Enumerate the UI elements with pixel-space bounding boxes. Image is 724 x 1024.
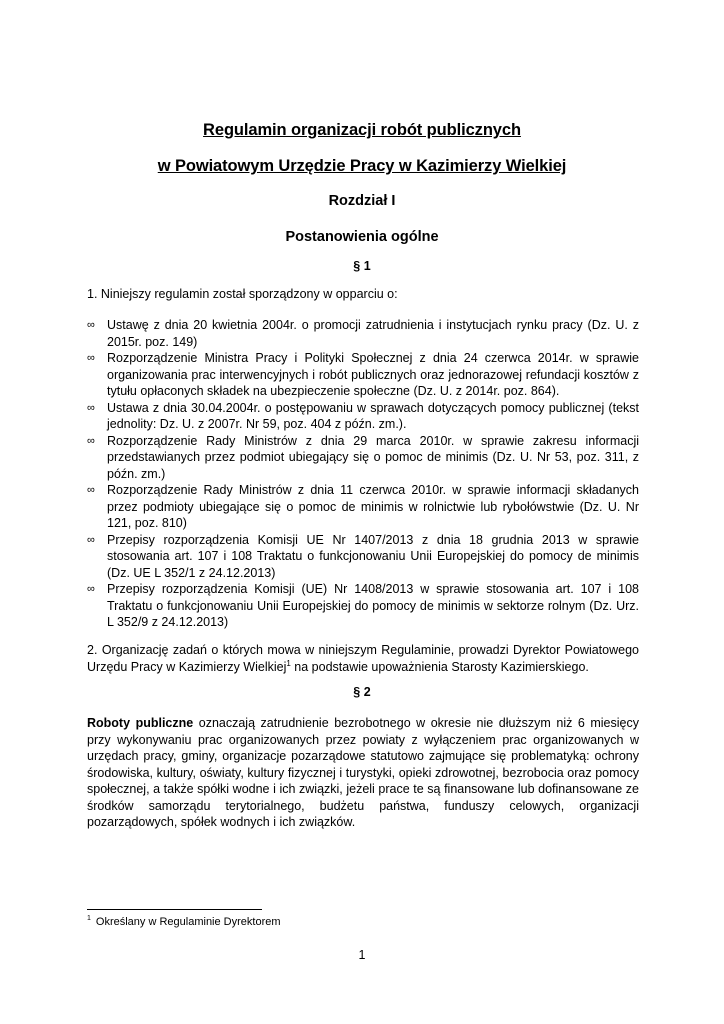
bullet-icon: ∞ <box>87 533 95 546</box>
chapter-title: Postanowienia ogólne <box>285 229 439 245</box>
paragraph-3-text: oznaczają zatrudnienie bezrobotnego w okresie nie dłuższym niż 6 miesięcy przy wykonywaniu prac organizowanych przez powiaty z wyłączeniem prac organizowanych w urzędach pracy, gminy, organizacje pozarządowe statutowo zajmujące się problematyką: ochrony środowiska, kultury, oświaty, kultury fizycznej i turystyki, opieki zdrowotnej, bezrobocia oraz pomocy społecznej, a także spółki wodne i ich związki, jeżeli prace te są finansowane lub dofinansowane ze środków samorządu terytorialnego, budżetu państwa, funduszy celowych, organizacji pozarządowych, spółek wodnych i ich związków. <box>87 716 639 829</box>
list-item-text: Rozporządzenie Rady Ministrów z dnia 29 marca 2010r. w sprawie zakresu informacji przedstawianych przez podmiot ubiegający się o pomoc de minimis (Dz. U. Nr 53, poz. 311, z późn. zm.) <box>107 433 639 481</box>
section-2-heading: § 2 <box>353 685 371 699</box>
list-item-text: Rozporządzenie Ministra Pracy i Polityki Społecznej z dnia 24 czerwca 2014r. w sprawie organizowania prac interwencyjnych i robót publicznych oraz jednorazowej refundacji kosztów z tytułu opłaconych składek na ubezpieczenie społeczne (Dz. U. z 2014r. poz. 864). <box>107 351 639 398</box>
page-number: 1 <box>358 948 366 962</box>
list-item <box>87 482 639 532</box>
intro-paragraph: 1. Niniejszy regulamin został sporządzony w opparciu o: <box>87 287 398 301</box>
list-item-text: Przepisy rozporządzenia Komisji (UE) Nr 1408/2013 w sprawie stosowania art. 107 i 108 Traktatu o funkcjonowaniu Unii Europejskiej do pomocy de minimis w sektorze rolnym (Dz. Urz. L 352/9 z 24.12.2013) <box>107 582 639 629</box>
list-item-text: Rozporządzenie Rady Ministrów z dnia 11 czerwca 2010r. w sprawie informacji składanych przez podmioty ubiegające się o pomoc de minimis w rolnictwie lub rybołówstwie (Dz. U. Nr 121, poz. 810) <box>107 483 639 530</box>
bullet-icon: ∞ <box>87 484 95 496</box>
section-1-heading: § 1 <box>353 259 371 273</box>
footnote-mark: 1 <box>87 915 91 923</box>
footnote-reference[interactable]: 1 <box>286 658 291 668</box>
bullet-icon: ∞ <box>87 434 95 447</box>
paragraph-2-text: 2. Organizację zadań o których mowa w niniejszym Regulaminie, prowadzi Dyrektor Powiatowego Urzędu Pracy w Kazimierzy Wielkiej <box>87 643 639 674</box>
list-item-text: Ustawa z dnia 30.04.2004r. o postępowaniu w sprawach dotyczących pomocy publicznej (tekst jednolity: Dz. U. z 2007r. Nr 59, poz. 404 z późn. zm.). <box>107 400 639 431</box>
document-title-line2: w Powiatowym Urzędzie Pracy w Kazimierzy Wielkiej <box>157 157 567 175</box>
chapter-heading: Rozdział I <box>328 193 396 209</box>
bullet-icon: ∞ <box>87 583 95 595</box>
bullet-icon: ∞ <box>87 401 95 414</box>
legal-basis-list <box>87 317 639 631</box>
list-item <box>87 350 639 400</box>
paragraph-3 <box>87 715 639 831</box>
footnote-text: Określany w Regulaminie Dyrektorem <box>95 916 281 928</box>
paragraph-2 <box>87 642 639 675</box>
footnote-separator <box>87 909 262 910</box>
list-item <box>87 581 639 631</box>
list-item-text: Ustawę z dnia 20 kwietnia 2004r. o promocji zatrudnienia i instytucjach rynku pracy (Dz. U. z 2015r. poz. 149) <box>107 318 639 349</box>
list-item <box>87 317 639 350</box>
list-item <box>87 532 639 582</box>
document-title-line1: Regulamin organizacji robót publicznych <box>203 121 521 139</box>
term-roboty-publiczne: Roboty publiczne <box>87 716 194 730</box>
bullet-icon: ∞ <box>87 352 95 364</box>
paragraph-2-text-end: na podstawie upoważnienia Starosty Kazimierskiego. <box>290 659 589 674</box>
footnote <box>87 916 281 928</box>
bullet-icon: ∞ <box>87 319 95 331</box>
list-item <box>87 433 639 483</box>
list-item <box>87 400 639 433</box>
list-item-text: Przepisy rozporządzenia Komisji UE Nr 1407/2013 z dnia 18 grudnia 2013 w sprawie stosowania art. 107 i 108 Traktatu o funkcjonowaniu Unii Europejskiej do pomocy de minimis (Dz. UE L 352/1 z 24.12.2013) <box>107 532 639 580</box>
